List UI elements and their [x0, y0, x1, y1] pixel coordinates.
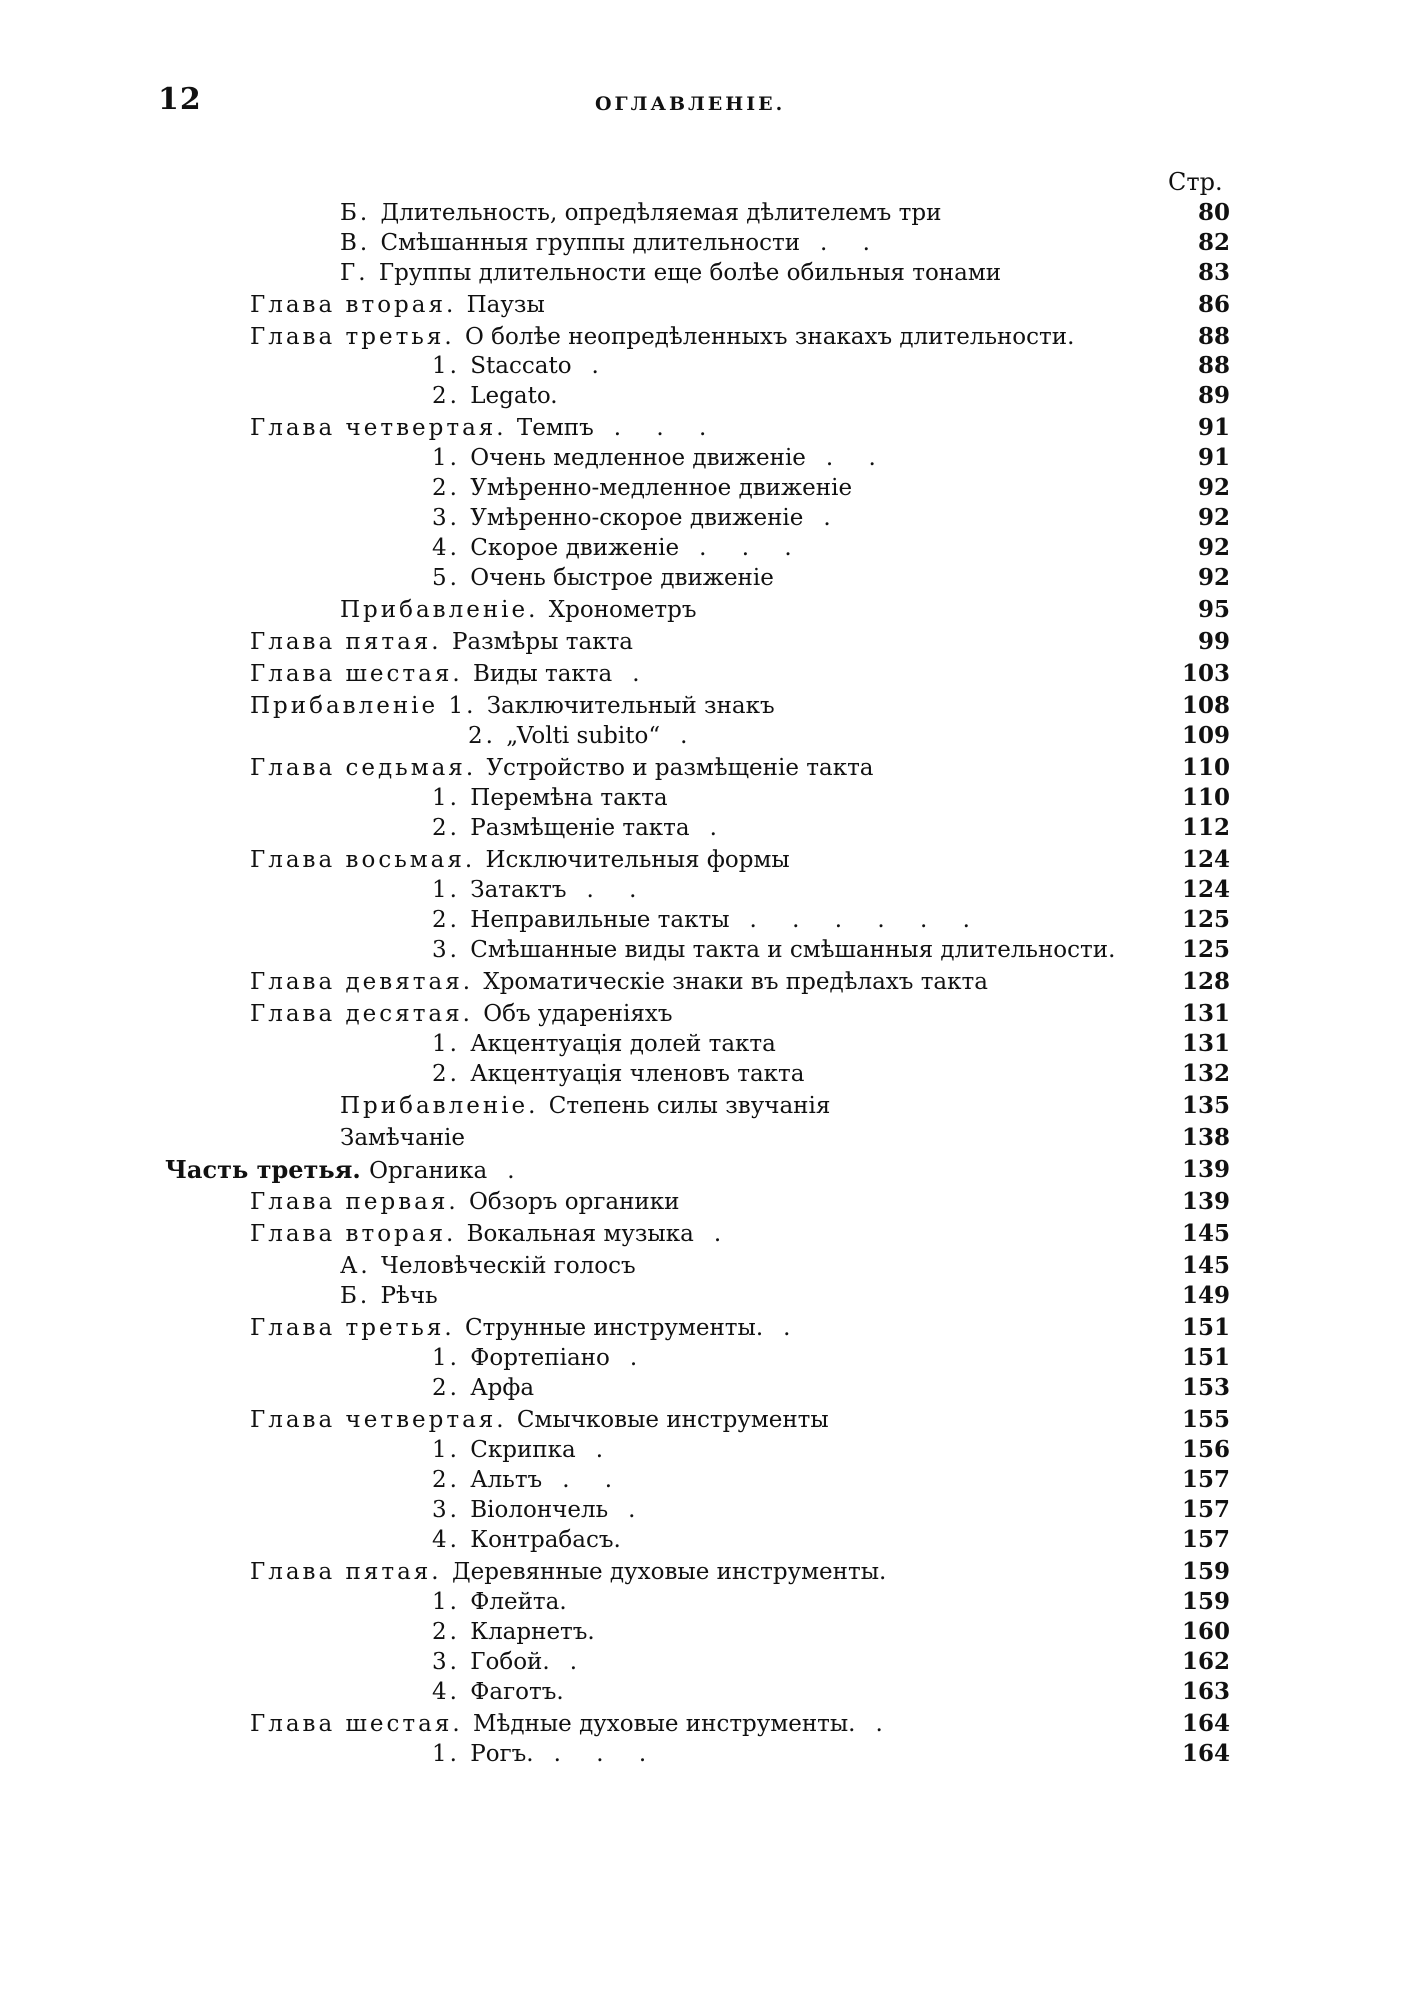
- toc-entry-title: Размѣщеніе такта: [470, 815, 690, 841]
- toc-entry-title: Струнные инструменты.: [464, 1315, 764, 1341]
- toc-row: [0, 1465, 1404, 1495]
- toc-row: [0, 228, 1404, 258]
- toc-entry-label: 4.: [432, 1679, 471, 1705]
- toc-entry: [340, 1251, 636, 1281]
- toc-entry-title: Альтъ: [470, 1467, 543, 1493]
- toc-page-number: 128: [1181, 968, 1230, 995]
- toc-row: [0, 1525, 1404, 1555]
- toc-leader-dots: .: [709, 815, 731, 841]
- toc-entry-label: Глава десятая.: [250, 1001, 484, 1027]
- toc-page-number: 124: [1181, 846, 1230, 873]
- toc-entry: [250, 1557, 886, 1587]
- toc-page-number: 139: [1181, 1188, 1230, 1215]
- toc-entry-label: Глава четвертая.: [250, 1407, 517, 1433]
- toc-row: [0, 721, 1404, 751]
- toc-entry-title: Умѣренно-медленное движеніе: [470, 475, 853, 501]
- toc-row: [0, 198, 1404, 228]
- toc-entry: [340, 1281, 438, 1311]
- toc-leader-dots: .: [713, 1221, 736, 1247]
- toc-entry-label: 2.: [432, 1375, 471, 1401]
- toc-entry-title: Неправильные такты: [470, 907, 730, 933]
- toc-entry-title: Объ удареніяхъ: [483, 1001, 673, 1027]
- toc-row: [0, 443, 1404, 473]
- toc-entry-title: Мѣдные духовые инструменты.: [472, 1711, 856, 1737]
- toc-page-number: 132: [1181, 1060, 1230, 1087]
- toc-page-number: 110: [1181, 784, 1230, 811]
- toc-page-number: 83: [1197, 259, 1230, 286]
- toc-entry: [432, 473, 852, 503]
- toc-entry-title: Смычковые инструменты: [516, 1407, 829, 1433]
- toc-entry-title: Умѣренно-скорое движеніе: [470, 505, 804, 531]
- toc-entry-title: Вокальная музыка: [466, 1221, 694, 1247]
- toc-entry-title: Смѣшанныя группы длительности: [380, 230, 801, 256]
- toc-page-number: 135: [1181, 1092, 1230, 1119]
- toc-row: [0, 1617, 1404, 1647]
- toc-page-number: 125: [1181, 906, 1230, 933]
- toc-entry-label: Глава третья.: [250, 1315, 465, 1341]
- toc-row: [0, 905, 1404, 935]
- toc-leader-dots: .: [507, 1158, 529, 1184]
- toc-entry: [432, 351, 613, 381]
- toc-page-number: 124: [1181, 876, 1230, 903]
- toc-row: [0, 1373, 1404, 1403]
- toc-entry-title: Віолончель: [470, 1497, 609, 1523]
- toc-entry-title: „Volti subito“: [506, 723, 661, 749]
- toc-entry-title: Паузы: [466, 292, 545, 318]
- toc-row: [0, 1709, 1404, 1739]
- toc-entry: [432, 1495, 649, 1525]
- toc-entry-label: Глава девятая.: [250, 969, 484, 995]
- toc-row: [0, 473, 1404, 503]
- toc-row: [0, 322, 1404, 352]
- toc-leader-dots: . . . . . .: [749, 907, 984, 933]
- toc-page-number: 159: [1181, 1588, 1230, 1615]
- running-title: ОГЛАВЛЕНІЕ.: [595, 93, 786, 115]
- toc-entry-title: О болѣе неопредѣленныхъ знакахъ длительности.: [464, 324, 1075, 350]
- toc-page-number: 82: [1197, 229, 1230, 256]
- toc-entry: [432, 1587, 567, 1617]
- toc-entry-title: Замѣчаніе: [340, 1125, 466, 1151]
- toc-entry-label: 2.: [468, 723, 507, 749]
- toc-row: [0, 351, 1404, 381]
- toc-page-number: 149: [1181, 1282, 1230, 1309]
- toc-entry: [250, 1219, 735, 1249]
- toc-entry-label: 1.: [432, 1437, 471, 1463]
- toc-entry-label: 2.: [432, 1619, 471, 1645]
- toc-row: [0, 1187, 1404, 1217]
- toc-entry-title: Контрабасъ.: [470, 1527, 621, 1553]
- toc-entry: [432, 875, 650, 905]
- toc-entry-label: 1.: [432, 1589, 471, 1615]
- toc-entry-label: Глава первая.: [250, 1189, 469, 1215]
- toc-page-number: 153: [1181, 1374, 1230, 1401]
- toc-row: [0, 659, 1404, 689]
- toc-page-number: 157: [1181, 1526, 1230, 1553]
- toc-row: [0, 1251, 1404, 1281]
- toc-entry-label: 1.: [432, 1345, 471, 1371]
- toc-entry-title: Legato.: [470, 383, 558, 409]
- toc-entry: [432, 563, 774, 593]
- toc-page-number: 112: [1181, 814, 1230, 841]
- toc-row: [0, 813, 1404, 843]
- toc-row: [0, 935, 1404, 965]
- toc-page-number: 99: [1197, 628, 1230, 655]
- toc-entry: [250, 413, 720, 443]
- toc-row: [0, 691, 1404, 721]
- toc-entry-label: Глава восьмая.: [250, 847, 486, 873]
- toc-entry-label: Часть третья.: [165, 1155, 370, 1184]
- toc-row: [0, 533, 1404, 563]
- toc-entry-label: Глава пятая.: [250, 629, 452, 655]
- toc-entry-title: Обзоръ органики: [468, 1189, 680, 1215]
- toc-leader-dots: . .: [562, 1467, 627, 1493]
- toc-entry-label: Глава третья.: [250, 324, 465, 350]
- toc-page-number: 103: [1181, 660, 1230, 687]
- toc-row: [0, 563, 1404, 593]
- toc-entry-title: Человѣческій голосъ: [381, 1253, 636, 1279]
- toc-entry-title: Staccato: [470, 353, 572, 379]
- page-column-header: Стр.: [1168, 168, 1223, 196]
- toc-entry: [432, 503, 845, 533]
- toc-entry-title: Темпъ: [516, 415, 594, 441]
- toc-row: [0, 1281, 1404, 1311]
- toc-entry-label: 1.: [432, 785, 471, 811]
- toc-leader-dots: .: [569, 1649, 591, 1675]
- toc-entry-title: Смѣшанные виды такта и смѣшанныя длительности.: [470, 937, 1116, 963]
- toc-entry: [250, 1709, 897, 1739]
- toc-row: [0, 413, 1404, 443]
- toc-page-number: 155: [1181, 1406, 1230, 1433]
- toc-entry: [165, 1155, 529, 1186]
- toc-page-number: 91: [1197, 444, 1230, 471]
- toc-row: [0, 1091, 1404, 1121]
- toc-row: [0, 783, 1404, 813]
- toc-row: [0, 1029, 1404, 1059]
- toc-entry-label: Глава шестая.: [250, 661, 473, 687]
- toc-row: [0, 1219, 1404, 1249]
- toc-entry: [250, 322, 1074, 352]
- toc-entry-label: 2.: [432, 383, 471, 409]
- toc-entry-label: Прибавленіе.: [340, 597, 549, 623]
- toc-entry-title: Гобой.: [470, 1649, 550, 1675]
- toc-entry-label: Глава седьмая.: [250, 755, 487, 781]
- toc-entry-label: Прибавленіе 1.: [250, 693, 487, 719]
- toc-leader-dots: . . .: [613, 415, 721, 441]
- toc-row: [0, 1155, 1404, 1185]
- toc-entry: [432, 1029, 776, 1059]
- toc-entry-label: 1.: [432, 445, 471, 471]
- toc-leader-dots: .: [591, 353, 613, 379]
- toc-entry: [340, 1091, 830, 1121]
- toc-entry-label: А.: [340, 1253, 382, 1279]
- toc-entry: [340, 1123, 465, 1153]
- toc-leader-dots: .: [632, 661, 654, 687]
- toc-entry-title: Скрипка: [470, 1437, 576, 1463]
- toc-row: [0, 1123, 1404, 1153]
- toc-entry-title: Очень быстрое движеніе: [470, 565, 774, 591]
- toc-entry-label: Глава вторая.: [250, 1221, 467, 1247]
- toc-entry: [432, 783, 668, 813]
- toc-entry-label: Б.: [340, 200, 381, 226]
- toc-row: [0, 1739, 1404, 1769]
- toc-entry-title: Очень медленное движеніе: [470, 445, 806, 471]
- toc-leader-dots: . .: [586, 877, 651, 903]
- toc-entry-label: 2.: [432, 1061, 471, 1087]
- toc-entry-label: 1.: [432, 1031, 471, 1057]
- toc-entry-title: Кларнетъ.: [470, 1619, 595, 1645]
- toc-entry-label: В.: [340, 230, 381, 256]
- page-number: 12: [158, 82, 202, 117]
- toc-entry: [432, 1525, 621, 1555]
- toc-entry-title: Затактъ: [470, 877, 567, 903]
- toc-row: [0, 1059, 1404, 1089]
- toc-entry-title: Деревянные духовые инструменты.: [451, 1559, 887, 1585]
- toc-entry: [250, 659, 654, 689]
- toc-entry-title: Органика: [369, 1158, 488, 1184]
- toc-entry: [250, 691, 775, 721]
- toc-page-number: 151: [1181, 1344, 1230, 1371]
- toc-row: [0, 1647, 1404, 1677]
- toc-row: [0, 627, 1404, 657]
- toc-page-number: 157: [1181, 1496, 1230, 1523]
- toc-page-number: 163: [1181, 1678, 1230, 1705]
- toc-page-number: 80: [1197, 199, 1230, 226]
- toc-page-number: 92: [1197, 474, 1230, 501]
- toc-page-number: 159: [1181, 1558, 1230, 1585]
- toc-leader-dots: .: [783, 1315, 805, 1341]
- toc-row: [0, 595, 1404, 625]
- toc-entry-label: 3.: [432, 1649, 471, 1675]
- toc-entry-label: Г.: [340, 260, 379, 286]
- toc-leader-dots: .: [680, 723, 702, 749]
- toc-entry-label: 4.: [432, 535, 471, 561]
- toc-entry: [432, 1677, 564, 1707]
- toc-entry: [340, 258, 1001, 288]
- toc-entry: [432, 533, 806, 563]
- toc-entry-title: Скорое движеніе: [470, 535, 680, 561]
- toc-entry: [250, 1313, 804, 1343]
- toc-entry-title: Рѣчь: [380, 1283, 438, 1309]
- toc-page-number: 92: [1197, 534, 1230, 561]
- toc-entry: [468, 721, 701, 751]
- toc-entry: [250, 290, 545, 320]
- toc-page-number: 88: [1197, 352, 1230, 379]
- toc-leader-dots: .: [595, 1437, 618, 1463]
- toc-entry-title: Заключительный знакъ: [486, 693, 775, 719]
- toc-leader-dots: . . .: [553, 1741, 661, 1767]
- toc-entry: [432, 1373, 534, 1403]
- toc-row: [0, 845, 1404, 875]
- toc-entry: [432, 1343, 651, 1373]
- toc-entry: [432, 443, 890, 473]
- toc-page-number: 160: [1181, 1618, 1230, 1645]
- toc-page-number: 86: [1197, 291, 1230, 318]
- toc-entry-label: 1.: [432, 1741, 471, 1767]
- toc-page-number: 95: [1197, 596, 1230, 623]
- toc-entry-title: Арфа: [470, 1375, 535, 1401]
- toc-entry-label: 4.: [432, 1527, 471, 1553]
- toc-page-number: 109: [1181, 722, 1230, 749]
- toc-page-number: 164: [1181, 1710, 1230, 1737]
- toc-entry-title: Фортепіано: [470, 1345, 610, 1371]
- toc-row: [0, 1557, 1404, 1587]
- toc-leader-dots: .: [629, 1345, 652, 1371]
- toc-entry: [432, 1435, 617, 1465]
- toc-entry-title: Исключительныя формы: [485, 847, 790, 873]
- toc-entry-title: Фаготъ.: [470, 1679, 564, 1705]
- toc-row: [0, 875, 1404, 905]
- toc-page-number: 138: [1181, 1124, 1230, 1151]
- toc-page-number: 145: [1181, 1252, 1230, 1279]
- toc-row: [0, 1405, 1404, 1435]
- toc-leader-dots: . .: [820, 230, 884, 256]
- toc-entry-title: Хронометръ: [548, 597, 697, 623]
- toc-entry-label: 3.: [432, 505, 471, 531]
- toc-entry-title: Степень силы звучанія: [548, 1093, 831, 1119]
- toc-row: [0, 1313, 1404, 1343]
- toc-entry-label: 2.: [432, 815, 471, 841]
- toc-page-number: 110: [1181, 754, 1230, 781]
- toc-entry: [250, 999, 672, 1029]
- toc-page-number: 92: [1197, 504, 1230, 531]
- toc-entry-title: Хроматическіе знаки въ предѣлахъ такта: [483, 969, 988, 995]
- toc-entry-label: 1.: [432, 353, 471, 379]
- toc-entry-label: Прибавленіе.: [340, 1093, 549, 1119]
- toc-entry-title: Виды такта: [472, 661, 613, 687]
- toc-entry: [432, 1739, 660, 1769]
- toc-page-number: 131: [1181, 1030, 1230, 1057]
- toc-entry-title: Длительность, опредѣляемая дѣлителемъ три: [380, 200, 942, 226]
- toc-entry: [432, 935, 1115, 965]
- toc-row: [0, 290, 1404, 320]
- toc-row: [0, 258, 1404, 288]
- toc-entry: [340, 198, 941, 228]
- toc-leader-dots: .: [823, 505, 845, 531]
- toc-entry: [250, 1187, 679, 1217]
- toc-entry-label: Глава четвертая.: [250, 415, 517, 441]
- toc-row: [0, 1343, 1404, 1373]
- toc-entry-title: Перемѣна такта: [470, 785, 668, 811]
- toc-entry: [432, 813, 731, 843]
- toc-entry: [432, 1059, 804, 1089]
- toc-page-number: 139: [1181, 1156, 1230, 1183]
- toc-entry: [432, 1647, 591, 1677]
- toc-entry-title: Флейта.: [470, 1589, 567, 1615]
- toc-entry-label: Глава пятая.: [250, 1559, 452, 1585]
- toc-entry: [340, 595, 696, 625]
- toc-page-number: 89: [1197, 382, 1230, 409]
- toc-row: [0, 1435, 1404, 1465]
- toc-row: [0, 1495, 1404, 1525]
- toc-entry: [432, 1465, 626, 1495]
- toc-page-number: 125: [1181, 936, 1230, 963]
- toc-entry-title: Размѣры такта: [451, 629, 634, 655]
- toc-entry-label: 1.: [432, 877, 471, 903]
- toc-entry: [250, 627, 633, 657]
- toc-entry-title: Акцентуація долей такта: [470, 1031, 776, 1057]
- toc-entry-label: Глава вторая.: [250, 292, 467, 318]
- toc-entry-label: 2.: [432, 475, 471, 501]
- toc-leader-dots: .: [875, 1711, 897, 1737]
- toc-leader-dots: . . .: [699, 535, 806, 561]
- toc-entry: [250, 1405, 829, 1435]
- toc-page-number: 151: [1181, 1314, 1230, 1341]
- toc-row: [0, 967, 1404, 997]
- toc-entry-label: 3.: [432, 1497, 471, 1523]
- toc-page-number: 145: [1181, 1220, 1230, 1247]
- toc-entry-title: Устройство и размѣщеніе такта: [486, 755, 874, 781]
- toc-page-number: 91: [1197, 414, 1230, 441]
- toc-entry: [432, 1617, 595, 1647]
- toc-entry-label: 3.: [432, 937, 471, 963]
- toc-entry: [432, 905, 984, 935]
- toc-row: [0, 1677, 1404, 1707]
- toc-row: [0, 503, 1404, 533]
- toc-row: [0, 1587, 1404, 1617]
- toc-page-number: 164: [1181, 1740, 1230, 1767]
- toc-entry-label: Б.: [340, 1283, 381, 1309]
- toc-entry-title: Акцентуація членовъ такта: [470, 1061, 805, 1087]
- toc-entry: [250, 845, 790, 875]
- toc-page-number: 162: [1181, 1648, 1230, 1675]
- toc-entry-label: 2.: [432, 1467, 471, 1493]
- toc-leader-dots: . .: [825, 445, 890, 471]
- toc-page-number: 88: [1197, 323, 1230, 350]
- toc-entry: [250, 967, 988, 997]
- toc-entry-label: Глава шестая.: [250, 1711, 473, 1737]
- toc-page-number: 157: [1181, 1466, 1230, 1493]
- toc-page-number: 156: [1181, 1436, 1230, 1463]
- toc-page-number: 108: [1181, 692, 1230, 719]
- toc-entry-title: Рогъ.: [470, 1741, 534, 1767]
- toc-page-number: 131: [1181, 1000, 1230, 1027]
- toc-entry-label: 2.: [432, 907, 471, 933]
- toc-row: [0, 753, 1404, 783]
- toc-leader-dots: .: [628, 1497, 650, 1523]
- toc-page-number: 92: [1197, 564, 1230, 591]
- toc-entry-label: 5.: [432, 565, 471, 591]
- toc-row: [0, 999, 1404, 1029]
- toc-entry-title: Группы длительности еще болѣе обильныя тонами: [378, 260, 1002, 286]
- toc-entry: [340, 228, 884, 258]
- toc-entry: [432, 381, 558, 411]
- toc-row: [0, 381, 1404, 411]
- toc-entry: [250, 753, 874, 783]
